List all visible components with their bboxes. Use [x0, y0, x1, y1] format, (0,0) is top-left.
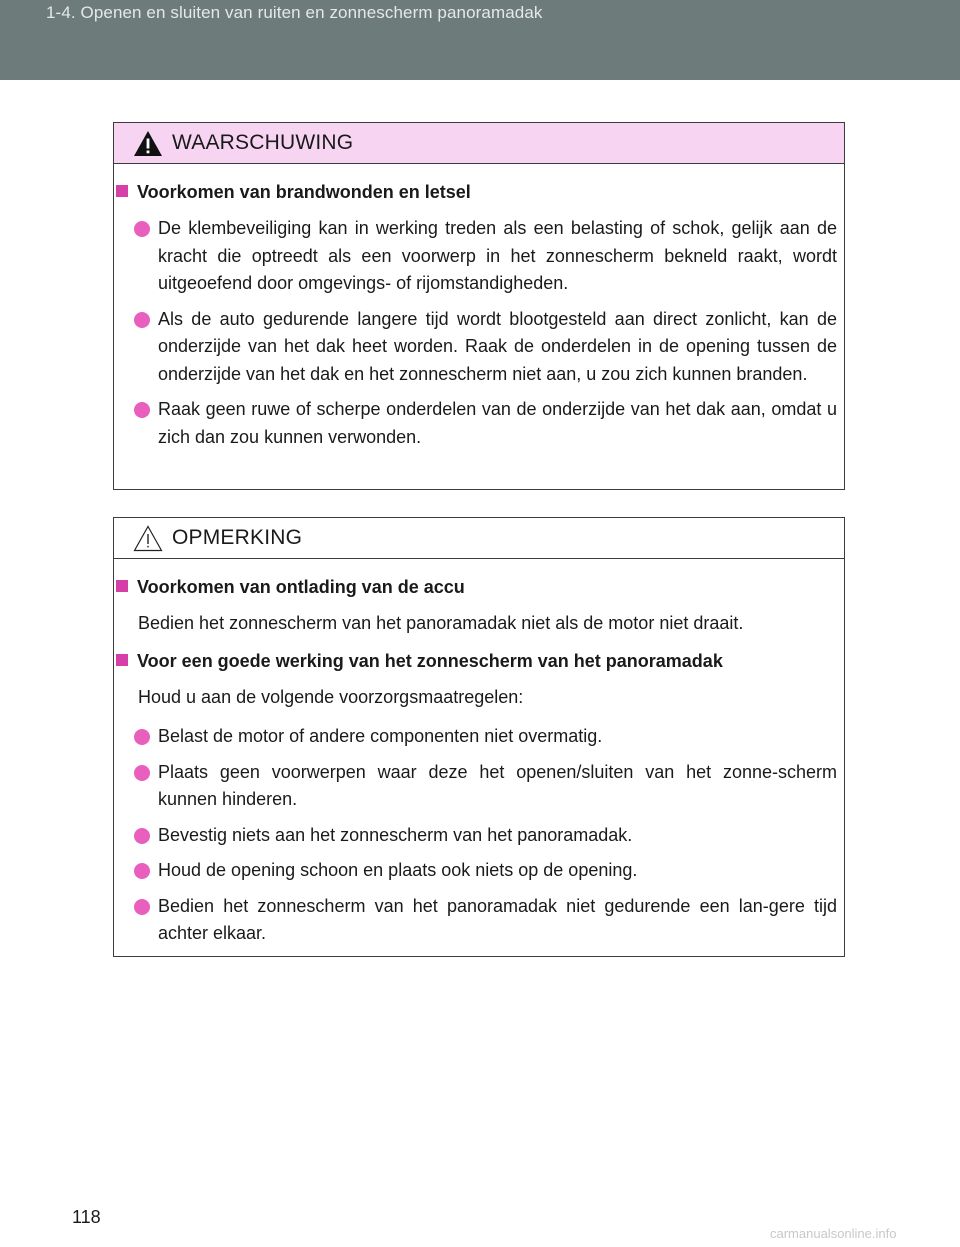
warning-bullet-text: Raak geen ruwe of scherpe onderdelen van de onderzijde van het dak aan, omdat u zich dan zou kunnen verwonden.: [158, 399, 837, 447]
warning-bullet-text: Als de auto gedurende langere tijd wordt blootgesteld aan direct zonlicht, kan de onderzijde van het dak heet worden. Raak de onderdelen in de opening tussen de onderzijde van het dak en het zonnescherm niet aan, u zou zich kunnen branden.: [158, 308, 837, 384]
warning-box: [113, 122, 845, 490]
square-bullet-icon: [116, 185, 128, 197]
notice-title: OPMERKING: [172, 526, 303, 549]
warning-heading-text: Voorkomen van brandwonden en letsel: [137, 182, 471, 202]
notice-bullet-text: Bevestig niets aan het zonnescherm van het panoramadak.: [158, 824, 633, 845]
notice-box: [113, 517, 845, 957]
warning-triangle-outline-icon: [133, 525, 163, 552]
round-bullet-icon: [134, 312, 150, 328]
watermark: carmanualsonline.info: [770, 1226, 897, 1241]
warning-bullet-text: De klembeveiliging kan in werking treden als een belasting of schok, gelijk aan de kracht die optreedt als een voorwerp in het zonnescherm bekneld raakt, wordt uitgeoefend door omgevings- of rijomstandigheden.: [158, 218, 837, 293]
section-title: 1-4. Openen en sluiten van ruiten en zonnescherm panoramadak: [46, 3, 543, 22]
notice-heading-text: Voorkomen van ontlading van de accu: [137, 577, 465, 597]
notice-paragraph: Bedien het zonnescherm van het panoramadak niet als de motor niet draait.: [138, 613, 744, 633]
notice-heading-text: Voor een goede werking van het zonnescherm van het panoramadak: [137, 651, 723, 671]
notice-heading-operation: [114, 649, 837, 673]
warning-bullet: [114, 306, 837, 389]
warning-title: WAARSCHUWING: [172, 131, 354, 154]
warning-body: [114, 164, 844, 451]
notice-bullet-text: Plaats geen voorwerpen waar deze het openen/sluiten van het zonne-scherm kunnen hinderen.: [158, 761, 837, 809]
round-bullet-icon: [134, 221, 150, 237]
round-bullet-icon: [134, 863, 150, 879]
warning-triangle-filled-icon: [133, 130, 163, 157]
round-bullet-icon: [134, 828, 150, 844]
square-bullet-icon: [116, 654, 128, 666]
notice-bullet-text: Belast de motor of andere componenten niet overmatig.: [158, 726, 603, 746]
notice-bullet: [114, 723, 837, 751]
warning-bullet: [114, 215, 837, 298]
page-number: 118: [72, 1207, 101, 1227]
notice-bullet-text: Houd de opening schoon en plaats ook niets op de opening.: [158, 860, 638, 880]
warning-bullet: [114, 396, 837, 451]
notice-bullet: [114, 759, 837, 814]
square-bullet-icon: [116, 580, 128, 592]
warning-header: [114, 123, 844, 164]
round-bullet-icon: [134, 402, 150, 418]
notice-bullet-text: Bedien het zonnescherm van het panoramadak niet gedurende een lan-gere tijd achter elkaar.: [158, 895, 837, 943]
header-band: [0, 0, 960, 80]
round-bullet-icon: [134, 899, 150, 915]
notice-header: [114, 518, 844, 559]
notice-bullet: [114, 822, 837, 850]
notice-body: [114, 559, 844, 948]
warning-heading: [114, 180, 837, 204]
notice-bullet: [114, 893, 837, 948]
notice-heading-battery: [114, 575, 837, 599]
notice-bullet: [114, 857, 837, 885]
round-bullet-icon: [134, 765, 150, 781]
notice-intro: Houd u aan de volgende voorzorgsmaatregelen:: [138, 687, 524, 707]
round-bullet-icon: [134, 729, 150, 745]
